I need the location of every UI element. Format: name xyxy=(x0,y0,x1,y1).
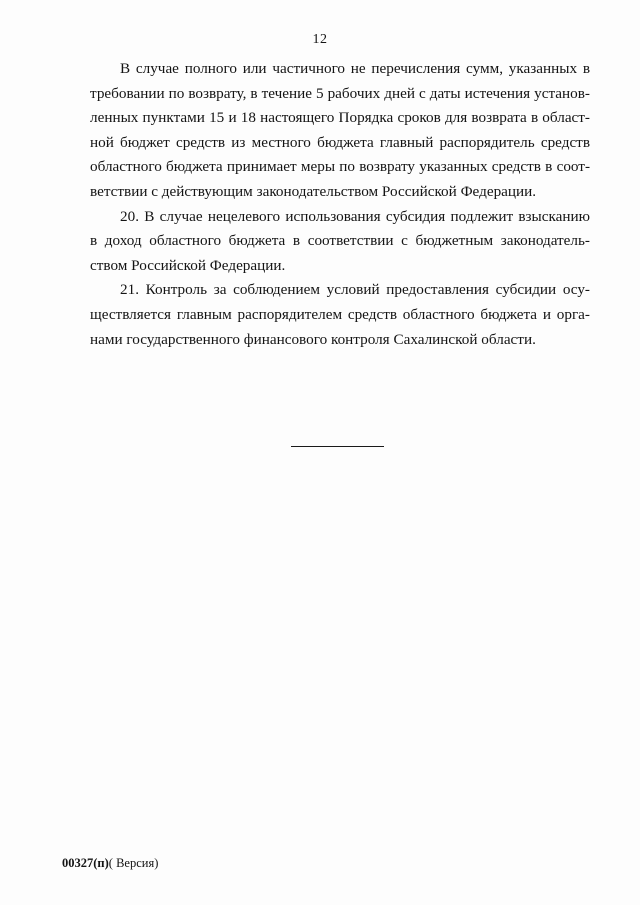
document-body xyxy=(90,57,590,352)
paragraph-21 xyxy=(90,278,590,352)
footer-version: ( Версия) xyxy=(108,856,159,870)
text-line: ществляется главным распорядителем средств областного бюджета и орга- xyxy=(90,305,590,323)
text-line: ной бюджет средств из местного бюджета главный распорядитель средств xyxy=(90,133,590,151)
footer-document-code xyxy=(62,856,158,871)
paragraph-20 xyxy=(90,205,590,279)
footer-code: 00327(п) xyxy=(62,856,109,870)
text-line: в доход областного бюджета в соответствии с бюджетным законодатель- xyxy=(90,232,590,250)
text-line: 20. В случае нецелевого использования субсидия подлежит взысканию xyxy=(120,207,590,225)
text-line: требовании по возврату, в течение 5 рабочих дней с даты истечения установ- xyxy=(90,84,590,102)
text-line: ленных пунктами 15 и 18 настоящего Порядка сроков для возврата в област- xyxy=(90,109,590,127)
text-line: областного бюджета принимает меры по возврату указанных средств в соот- xyxy=(90,158,590,176)
paragraph-refund-measures xyxy=(90,57,590,205)
text-line: 21. Контроль за соблюдением условий предоставления субсидии осу- xyxy=(120,281,590,299)
text-line: В случае полного или частичного не перечисления сумм, указанных в xyxy=(120,60,590,77)
end-divider xyxy=(291,446,384,447)
text-line: нами государственного финансового контроля Сахалинской области. xyxy=(90,330,536,348)
page-number: 12 xyxy=(312,32,328,47)
text-line: ством Российской Федерации. xyxy=(90,256,286,274)
text-line: ветствии с действующим законодательством Российской Федерации. xyxy=(90,182,537,200)
